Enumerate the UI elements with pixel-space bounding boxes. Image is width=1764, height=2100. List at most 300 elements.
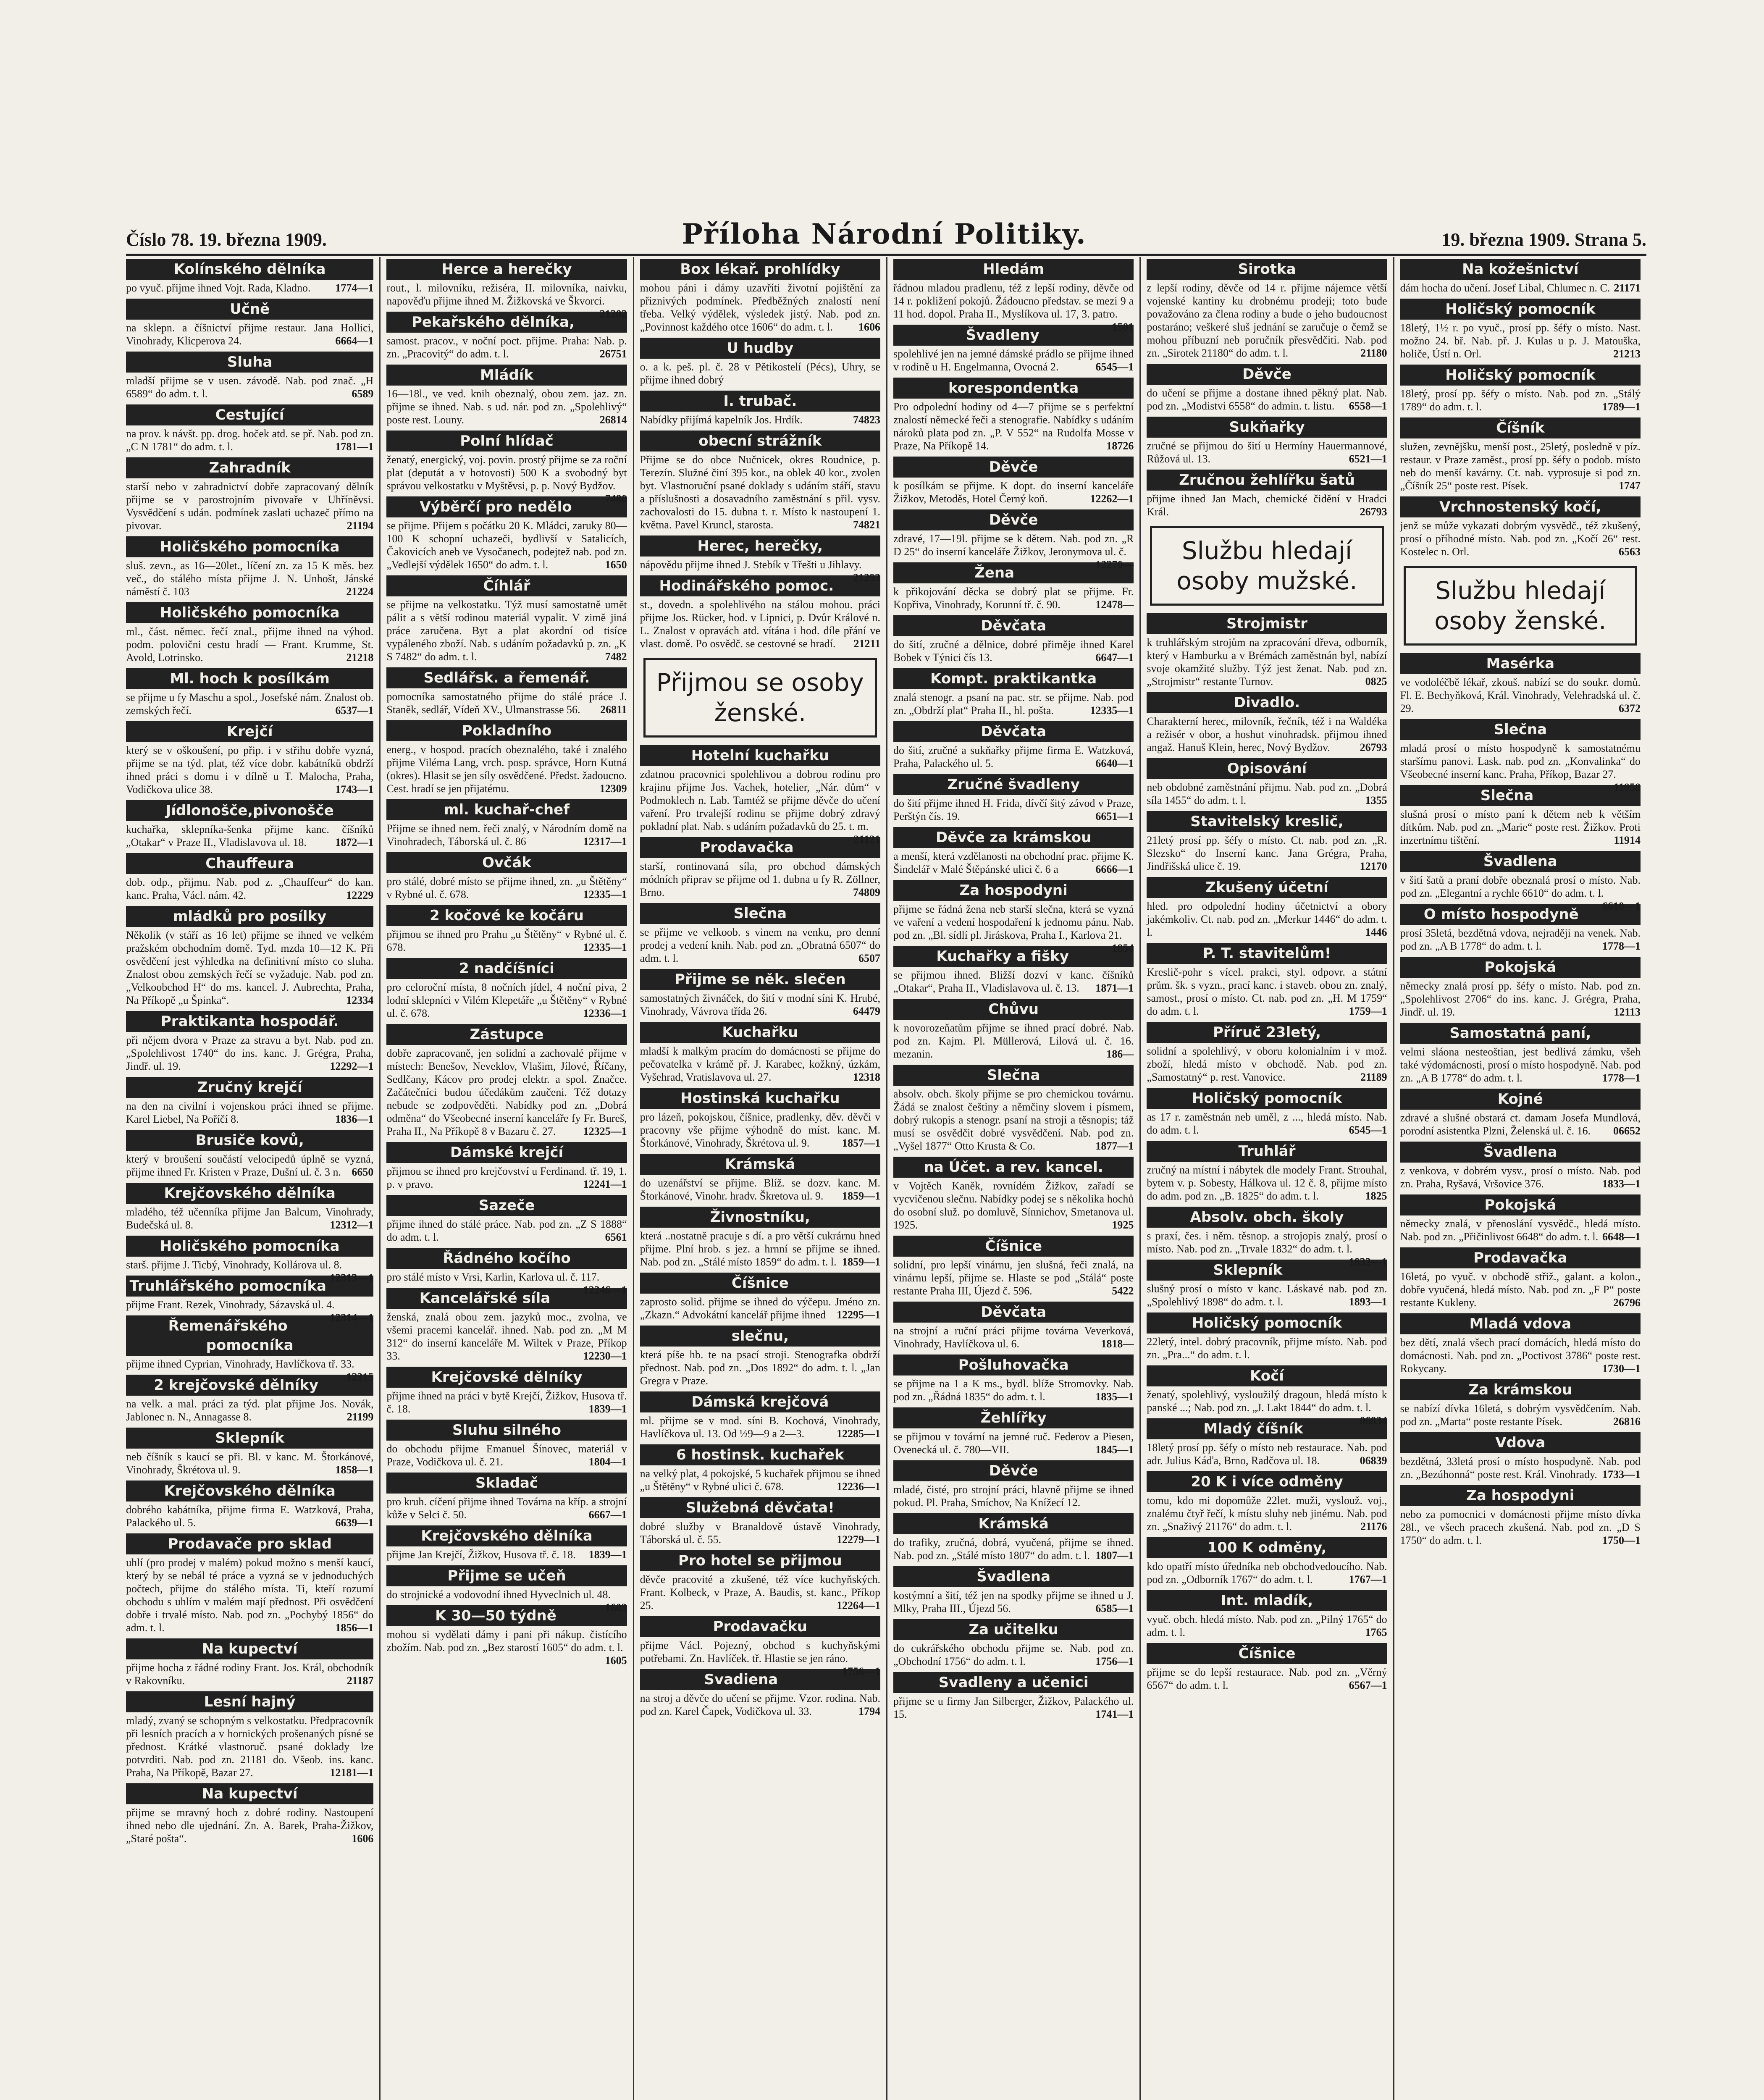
ad-heading: Slečna <box>1400 785 1641 806</box>
ad-number: 12317—1 <box>583 835 627 848</box>
ad-heading: I. trubač. <box>640 391 880 412</box>
classified-ad <box>386 365 627 426</box>
classified-ad <box>1147 1643 1387 1692</box>
ad-number: 26816 <box>1613 1415 1641 1428</box>
ad-text: do strojnické a vodovodní ihned Hyveclnich ul. 48. 1603 <box>386 1588 627 1614</box>
ad-heading: Pokladního <box>386 720 627 741</box>
ad-number: 12285—1 <box>836 1428 880 1440</box>
ad-text: nápovědu přijme ihned J. Stebík v Třešti u Jihlavy. 21293 <box>640 559 880 584</box>
ad-text: se přijme. Přijem s počátku 20 K. Mládci, zaruky 80—100 K schopní uchazeči, bydlivší v Satalicích, Čakovicích aneb ve Vysočanech, podejtež nab. pod zn. „Vedlejší výdělek 1650“ do adm. t. l. 1650 <box>386 520 627 571</box>
ad-heading: Na kožešnictví <box>1400 259 1641 280</box>
ad-heading: Svadleny a učenici <box>893 1672 1134 1693</box>
ad-heading: Kancelářské síla <box>386 1288 627 1309</box>
classified-ad <box>640 536 880 584</box>
ad-number: 1857—1 <box>842 1137 880 1149</box>
ad-number: 6647—1 <box>1095 651 1134 664</box>
classified-ad <box>640 1154 880 1202</box>
classified-ad <box>893 1302 1134 1350</box>
ad-heading: Holičského pomocníka <box>126 1236 373 1257</box>
ad-heading: Opisování <box>1147 758 1387 779</box>
ad-text: dobře zapracovaně, jen solidní a zachovalé přijme v místech: Benešov, Neveklov, Vlašim, Jílové, Říčany, Sedlčany, Kácov pro prodej elektr. a spol. Značce. Začátečníci budou účedákům zaučeni. Též dotazy nebude se zodpověděti. Nabídky pod zn. „Dobrá odměna“ do Všeobecné inserní kanceláře fy Fr. Bureš, Praha II., Na Příkopě 8 v Bazaru č. 27. 12325—1 <box>386 1047 627 1137</box>
ad-heading: Krámská <box>893 1513 1134 1534</box>
classified-ad <box>1400 653 1641 715</box>
ad-number: 12336—1 <box>583 1007 627 1019</box>
ad-text: mladý, zvaný se schopným s velkostatku. Předpracovník při lesních pracích a v hornických prošenaných písné se přednost. Krátké vlastnoruč. psané doklady lze potvrditi. Nab. pod zn. 21181 do. Všeob. ins. kanc. Praha, Na Příkopě, Bazar 27. 12181—1 <box>126 1714 374 1779</box>
classified-ad <box>1147 811 1387 873</box>
classified-ad <box>893 1619 1134 1668</box>
ad-number: 21171 <box>1614 282 1641 294</box>
ad-number: 6545—1 <box>1349 1124 1387 1136</box>
ad-text: ženská, znalá obou zem. jazyků moc., zvolna, ve všemi pracemi kancelář. ihned. Nab. pod zn. „M M 312“ do inserní kanceláře M. Wiltek v Praze, Příkop 33. 12230—1 <box>386 1311 627 1362</box>
ad-text: solidní a spolehlivý, v oboru kolonialním i v mož. zboží, hledá místo v obchodě. Nab. pod zn. „Samostatný“ p. rest. Vanovice. 21189 <box>1147 1045 1387 1083</box>
ad-text: při nějem dvora v Praze za stravu a byt. Nab. pod zn. „Spolehlivost 1740“ do ins. kanc. J. Grégra, Praha, Jindř. ul. 19. 12292—1 <box>126 1034 374 1072</box>
ad-heading: Švadlena <box>893 1566 1134 1587</box>
ad-heading: Box lékař. prohlídky <box>640 259 880 280</box>
ad-text: k truhlářským strojům na zpracování dřeva, odborník, který v Hamburku a v Brémách zaměstnán byl, nabízí svoje okamžité služby. Týž jest ženat. Nab. pod zn. „Strojmistr“ restante Turnov. 0825 <box>1147 636 1387 688</box>
ad-text: pro kruh. cíčení přijme ihned Továrna na kříp. a strojní kůže v Selci č. 50. 6667—1 <box>386 1496 627 1521</box>
ad-text: kuchařka, sklepníka-šenka přijme kanc. číšníků „Otakar“ v Praze II., Vladislavova ul. 18. 1872—1 <box>126 823 374 848</box>
classified-ad <box>893 259 1134 333</box>
ad-text: dobrého kabátníka, přijme firma E. Watzková, Praha, Palackého ul. 5. 6639—1 <box>126 1504 374 1529</box>
ad-heading: 2 nadčíšníci <box>386 958 627 979</box>
ad-number: 5422 <box>1112 1285 1134 1297</box>
ad-heading: Pokojská <box>1400 1194 1641 1215</box>
ad-heading: Děvčata <box>893 1302 1134 1323</box>
classified-ad <box>1400 299 1641 360</box>
ad-number: 21176 <box>1360 1520 1387 1533</box>
ad-number: 0825 <box>1365 675 1387 688</box>
ad-number: 12318 <box>853 1071 880 1083</box>
classified-ad <box>1400 259 1641 294</box>
ad-text: přijme Frant. Rezek, Vinohrady, Sázavská ul. 4. 12314—1 <box>126 1299 374 1324</box>
ad-number: 1854 <box>1112 942 1134 954</box>
ad-number: 21218 <box>346 651 374 664</box>
classified-ad <box>893 325 1134 373</box>
ad-heading: Skladač <box>386 1473 627 1494</box>
ad-text: na velk. a mal. práci za týd. plat přijme Jos. Novák, Jablonec n. N., Annagasse 8. 21199 <box>126 1398 374 1423</box>
classified-ad <box>1400 1247 1641 1309</box>
classified-ad <box>893 1513 1134 1562</box>
ad-number: 1774—1 <box>335 282 374 294</box>
ad-number: 1756—1 <box>842 1665 880 1677</box>
ad-number: 1872—1 <box>335 836 374 848</box>
ad-heading: Holičský pomocník <box>1400 365 1641 386</box>
classified-ad <box>386 1248 627 1296</box>
ad-text: zručné se přijmou do šití u Hermíny Hauermannové, Růžová ul. 13. 6521—1 <box>1147 440 1387 465</box>
classified-ad <box>386 1605 627 1667</box>
ad-text: Charakterní herec, milovník, řečník, též i na Waldéka a režisér v obor, a hoshut vinohradsk. přijmou ihned angaž. Hanuš Klein, herec, Nový Bydžov. 26793 <box>1147 715 1387 753</box>
ad-heading: Švadleny <box>893 325 1134 346</box>
ad-heading: O místo hospodyně <box>1400 904 1641 925</box>
ad-text: pro celoroční místa, 8 nočních jídel, 4 noční piva, 2 lodní sklepníci v Vilém Klepetáře „u Štětěny“ v Rybné ul. č. 678. 12336—1 <box>386 981 627 1019</box>
ad-text: spolehlivé jen na jemné dámské prádlo se přijme ihned v rodině u H. Engelmanna, Ovocná 2. 6545—1 <box>893 348 1134 373</box>
column-4 <box>886 257 1139 2100</box>
ad-number: 6667—1 <box>588 1509 627 1521</box>
ad-heading: korespondentka <box>893 378 1134 399</box>
classified-ad <box>1400 719 1641 793</box>
classified-ad <box>1147 1141 1387 1202</box>
ad-number: 12241—1 <box>583 1178 627 1190</box>
ad-number: 12325—1 <box>583 1125 627 1137</box>
ad-heading: Živnostníku, <box>640 1207 880 1228</box>
classified-ad <box>1400 1313 1641 1375</box>
ad-heading: Číšník <box>1400 417 1641 438</box>
ad-number: 1835—1 <box>1095 1391 1134 1403</box>
classified-ad <box>640 745 880 845</box>
ad-heading: Na kupectví <box>126 1638 373 1659</box>
ad-number: 74821 <box>853 519 880 531</box>
ad-heading: Na kupectví <box>126 1783 373 1804</box>
page-number: 19. března 1909. Strana 5. <box>1441 229 1646 250</box>
ad-text: 18letý, 1½ r. po vyuč., prosí pp. šéfy o místo. Nast. možno 24. bř. Nab. př. J. Kulas u p. J. Matouška, holiče, Ústí n. Orl. 21213 <box>1400 322 1641 360</box>
ad-heading: U hudby <box>640 338 880 359</box>
ad-text: do šití přijme ihned H. Frida, dívčí šitý závod v Praze, Perštýn čís. 19. 6651—1 <box>893 797 1134 822</box>
ad-heading: Sklepník <box>1147 1260 1387 1281</box>
ad-number: 06652 <box>1613 1125 1641 1137</box>
ad-number: 6610—1 <box>1602 900 1641 912</box>
ad-number: 6545—1 <box>1095 361 1134 373</box>
classified-ad <box>126 721 373 796</box>
classified-ad <box>893 999 1134 1060</box>
classified-ad <box>386 667 627 716</box>
ad-heading: Kuchařky a fišky <box>893 946 1134 967</box>
classified-ad <box>640 903 880 965</box>
ad-text: se přijme u fy Maschu a spol., Josefské nám. Znalost ob. zemských řečí. 6537—1 <box>126 691 374 717</box>
classified-ad <box>126 404 373 453</box>
issue-date: Číslo 78. 19. března 1909. <box>126 229 327 250</box>
ad-number: 12314—1 <box>330 1312 374 1324</box>
classified-ad <box>126 1375 373 1423</box>
ad-heading: Švadlena <box>1400 851 1641 872</box>
ad-number: 12246—1 <box>583 1284 627 1296</box>
column-6 <box>1393 257 1646 2100</box>
ad-number: 1733—1 <box>1602 1468 1641 1480</box>
classified-ad <box>1147 470 1387 518</box>
ad-text: a menší, která vzdělanosti na obchodní prac. přijme K. Šindelář v Malé Štěpánské ulici č. 6 a 6666—1 <box>893 850 1134 875</box>
classified-ad <box>640 1391 880 1440</box>
ad-heading: Kočí <box>1147 1365 1387 1386</box>
ad-text: bezdětná, 33letá prosí o místo hospodyně. Nab. pod zn. „Bezúhonná“ poste rest. Král. Vinohrady. 1733—1 <box>1400 1455 1641 1480</box>
ad-number: 1859—1 <box>842 1256 880 1268</box>
ad-text: kdo opatří místo úředníka neb obchodvedoucího. Nab. pod zn. „Odborník 1767“ do adm. t. l. 1767—1 <box>1147 1560 1387 1586</box>
ad-text: z venkova, v dobrém vysv., prosí o místo. Nab. pod zn. Praha, Ryšavá, Vršovice 376. 1833—1 <box>1400 1165 1641 1190</box>
ad-text: tomu, kdo mi dopomůže 22let. muži, vyslouž. voj., znalému čtyř řečí, k místu sluhy neb jinému. Nab. pod zn. „Snaživý 21176“ do adm. t. l. 21176 <box>1147 1494 1387 1533</box>
ad-heading: Sukňařky <box>1147 417 1387 438</box>
section-banner: Službu hledají osoby ženské. <box>1404 566 1637 646</box>
classified-ad <box>893 1065 1134 1152</box>
ad-heading: mládků pro posílky <box>126 906 373 927</box>
ad-heading: Chauffeura <box>126 853 373 874</box>
ad-text: s praxí, čes. i něm. těsnop. a strojopis znalý, prosí o místo. Nab. pod zn. „Trvale 1832“ do adm. t. l. 1832—1 <box>1147 1230 1387 1268</box>
ad-text: služen, zevnějšku, menší post., 25letý, posledně v píz. restaur. v Praze zaměst., prosí pp. šéfy o podob. místo neb do menší kavárny. Ct. nab. vyprosuje si pod zn. „Číšník 25“ poste rest. Písek. 1747 <box>1400 441 1641 492</box>
ad-heading: Pekařského dělníka, <box>386 312 627 333</box>
ad-number: 12230—1 <box>583 1350 627 1362</box>
section-banner: Přijmou se osoby ženské. <box>643 658 877 738</box>
ad-number: 1741—1 <box>1095 1708 1134 1720</box>
classified-ad <box>1400 1485 1641 1547</box>
ad-number: 1778—1 <box>1602 1072 1641 1084</box>
ad-heading: Zkušený účetní <box>1147 877 1387 898</box>
ad-number: 1836—1 <box>335 1113 374 1125</box>
ad-number: 74823 <box>853 414 880 426</box>
classified-ad <box>893 1407 1134 1456</box>
ad-heading: Divadlo. <box>1147 692 1387 713</box>
ad-text: mladá prosí o místo hospodyně k samostatnému staršímu panovi. Lask. nab. pod zn. „Konvalinka“ do Všeobecné inserní kanc. Praha, Příkop, Bazar 27. 11958 <box>1400 742 1641 793</box>
classified-ad <box>126 1480 373 1529</box>
ad-number: 1750—1 <box>1602 1534 1641 1546</box>
classified-ad <box>1147 692 1387 754</box>
ad-heading: Učně <box>126 299 373 320</box>
ad-number: 26793 <box>1360 506 1387 518</box>
ad-text: pro lázeň, pokojskou, číšnice, pradlenky, děv. děvči v pracovny vše přijme výhodně do míst. kanc. M. Štorkánové, Vinohrady, Škrétova ul. 9. 1857—1 <box>640 1111 880 1149</box>
ad-number: 1778—1 <box>1602 940 1641 952</box>
ad-heading: Kojné <box>1400 1089 1641 1110</box>
classified-ad <box>1400 1089 1641 1137</box>
ad-number: 21194 <box>346 520 374 532</box>
ad-text: znalá stenogr. a psaní na pac. str. se přijme. Nab. pod zn. „Obdrží plat“ Praha II., hl. pošta. 12335—1 <box>893 691 1134 717</box>
ad-number: 06834 <box>1360 1415 1387 1427</box>
ad-number: 12309 <box>599 782 627 795</box>
ad-heading: Sluha <box>126 352 373 373</box>
classified-ad <box>386 905 627 954</box>
ad-text: zaprosto solid. přijme se ihned do výčepu. Jméno zn. „Zkazn.“ Advokátní kancelář přijme ihned 12295—1 <box>640 1296 880 1321</box>
ad-text: do obchodu přijme Emanuel Šínovec, materiál v Praze, Vodičkova ul. č. 21. 1804—1 <box>386 1443 627 1468</box>
ad-number: 1877—1 <box>1095 1140 1134 1152</box>
ad-text: na stroj a děvče do učení se přijme. Vzor. rodina. Nab. pod zn. Karel Čapek, Vodičkova ul. 33. 1794 <box>640 1692 880 1717</box>
classified-ad <box>386 1288 627 1362</box>
ad-heading: P. T. stavitelům! <box>1147 943 1387 964</box>
ad-number: 1781—1 <box>335 441 374 453</box>
ad-number: 1603 <box>605 1601 627 1614</box>
ad-heading: Dámská krejčová <box>640 1391 880 1412</box>
ad-number: 186— <box>1106 1048 1134 1060</box>
ad-text: uhlí (pro prodej v malém) pokud možno s menší kaucí, který by se nebál té práce a vyzná se v jednoduchých počtech, přijme do stálého místa. Ti, kteří rozumí obchodu s uhlím v malém mají přednost. Při osvědčení dobře i trvalé místo. Nab. pod zn. „Pochybý 1856“ do adm. t. l. 1856—1 <box>126 1557 374 1634</box>
ad-text: ml., část. němec. řečí znal., přijme ihned na výhod. podm. polovični cestu hradí — Frant. Krumme, St. Avold, Lotrinsko. 21218 <box>126 625 374 664</box>
ad-text: Přijme se ihned nem. řeči znalý, v Národním domě na Vinohradech, Táborská ul. č. 86 12317—1 <box>386 822 627 848</box>
classified-ad <box>1400 417 1641 492</box>
ad-text: st., dovedn. a spolehlivého na stálou mohou. práci přijme Jos. Rücker, hod. v Lipnici, p. Dvůr Králové n. L. Znalost v opravách atd. vítána i hod. díle přání ve vlast. domě. Po osvědč. se cestovné se hradí. 21211 <box>640 598 880 650</box>
ad-text: německy znalá, v přenoslání vysvědč., hledá místo. Nab. pod zn. „Přičinlivost 6648“ do adm. t. l. 6648—1 <box>1400 1218 1641 1243</box>
classified-ad <box>640 1616 880 1677</box>
ad-text: bez dětí, znalá všech prací domácích, hledá místo do domácnosti. Nab. pod zn. „Poctivost 3786“ poste rest. Rokycany. 1730—1 <box>1400 1336 1641 1375</box>
ad-number: 26751 <box>599 348 627 360</box>
ad-number: 1794 <box>858 1705 880 1717</box>
classified-ad <box>1400 1379 1641 1428</box>
classified-ad <box>1147 758 1387 807</box>
classified-ad <box>893 668 1134 717</box>
classified-ad <box>893 827 1134 876</box>
classified-columns <box>126 257 1646 2100</box>
ad-heading: Za hospodyni <box>1400 1485 1641 1506</box>
classified-ad <box>126 259 373 294</box>
ad-heading: Děvče <box>893 509 1134 530</box>
ad-heading: Za hospodyni <box>893 880 1134 901</box>
ad-number: 1839—1 <box>588 1549 627 1561</box>
ad-heading: Ml. hoch k posílkám <box>126 668 373 689</box>
ad-number: 74809 <box>853 886 880 898</box>
ad-heading: Mladý číšník <box>1147 1418 1387 1439</box>
ad-number: 1858—1 <box>335 1464 374 1476</box>
ad-text: přijme ihned Jan Mach, chemické čidění v Hradci Král. 26793 <box>1147 493 1387 518</box>
ad-text: v šití šatů a praní dobře obeznalá prosí o místo. Nab. pod zn. „Elegantní a rychle 6610“ do adm. t. l. 6610—1 <box>1400 874 1641 912</box>
classified-ad <box>1400 1194 1641 1243</box>
ad-heading: Slečna <box>1400 719 1641 740</box>
ad-number: 1767—1 <box>1349 1573 1387 1586</box>
classified-ad <box>386 430 627 505</box>
ad-text: absolv. obch. školy přijme se pro chemickou továrnu. Žádá se znalost češtiny a němčiny slovem i písmem, dobrý rukopis a stenogr. psaní na stroji a těsnopis; táž musí se osvědčit dobré vysvědčení. Nab. pod zn. „Vyšel 1877“ Otto Krusta & Co. 1877—1 <box>893 1088 1134 1152</box>
classified-ad <box>126 1077 373 1126</box>
classified-ad <box>893 1566 1134 1615</box>
classified-ad <box>893 509 1134 571</box>
ad-text: po vyuč. přijme ihned Vojt. Rada, Kladno. 1774—1 <box>126 282 374 294</box>
ad-heading: Číhlář <box>386 575 627 596</box>
ad-text: přijme hocha z řádné rodiny Frant. Jos. Král, obchodník v Rakovníku. 21187 <box>126 1662 374 1687</box>
ad-text: ženatý, energický, voj. povin. prostý přijme se za roční plat (deputát a v hotovosti) 500 K a svobodný byt správou velkostatku v Myštěvsi, p. p. Nový Bydžov. 7480 <box>386 454 627 505</box>
ad-text: o. a k. peš. pl. č. 28 v Pětikostelí (Pécs), Uhry, se přijme ihned dobrý <box>640 361 880 386</box>
classified-ad <box>126 457 373 532</box>
column-3 <box>633 257 886 2100</box>
ad-number: 1893—1 <box>1349 1296 1387 1308</box>
ad-number: 12335—1 <box>583 941 627 953</box>
ad-text: do trafiky, zručná, dobrá, vyučená, přijme se ihned. Nab. pod zn. „Stálé místo 1807“ do adm. t. l. 1807—1 <box>893 1536 1134 1562</box>
ad-text: se nabízí dívka 16letá, s dobrým vysvědčením. Nab. pod zn. „Marta“ poste restante Písek. 26816 <box>1400 1402 1641 1428</box>
ad-text: na velký plat, 4 pokojské, 5 kuchařek přijmou se ihned „u Štětěny“ v Rybné ulici č. 678. 12236—1 <box>640 1467 880 1493</box>
ad-number: 12262—1 <box>1090 493 1134 505</box>
ad-number: 21187 <box>346 1675 374 1687</box>
column-2 <box>379 257 633 2100</box>
ad-heading: Holičský pomocník <box>1147 1088 1387 1109</box>
ad-heading: 20 K i více odměny <box>1147 1471 1387 1492</box>
ad-heading: Kuchařku <box>640 1022 880 1043</box>
ad-text: děvče pracovité a zkušené, též více kuchyňských. Frant. Kolbeck, v Praze, A. Baudis, st. kanc., Příkop 25. 12264—1 <box>640 1573 880 1612</box>
classified-ad <box>126 1691 373 1779</box>
ad-heading: Švadlena <box>1400 1142 1641 1163</box>
ad-text: se přijmou ihned. Bližší dozví v kanc. číšníků „Otakar“, Praha II., Vladislavova ul. č. 13. 1871—1 <box>893 969 1134 994</box>
ad-number: 26796 <box>1613 1297 1641 1309</box>
ad-number: 1606 <box>352 1832 374 1845</box>
classified-ad <box>1400 365 1641 413</box>
classified-ad <box>386 575 627 663</box>
ad-number: 1501 <box>1112 321 1134 333</box>
classified-ad <box>1147 1088 1387 1137</box>
classified-ad <box>386 1367 627 1415</box>
ad-text: na den na civilní i vojenskou práci ihned se přijme. Karel Liebel, Na Poříčí 8. 1836—1 <box>126 1100 374 1125</box>
ad-heading: Žehlířky <box>893 1407 1134 1428</box>
classified-ad <box>1147 364 1387 412</box>
ad-number: 21224 <box>346 585 374 598</box>
ad-text: do učení se přijme a dostane ihned pěkný plat. Nab. pod zn. „Modistvi 6558“ do admin. t. listu. 6558—1 <box>1147 387 1387 412</box>
ad-number: 6507 <box>858 952 880 964</box>
ad-number: 21199 <box>346 1411 374 1423</box>
classified-ad <box>1147 1537 1387 1586</box>
ad-number: 21293 <box>853 572 880 584</box>
classified-ad <box>640 1497 880 1546</box>
ad-number: 6567—1 <box>1349 1679 1387 1691</box>
ad-text: 22letý, intel. dobrý pracovník, přijme místo. Nab. pod zn. „Pra...“ do adm. t. l. <box>1147 1336 1387 1361</box>
classified-ad <box>386 1195 627 1244</box>
ad-text: z lepší rodiny, děvče od 14 r. přijme nájemce větší vojenské kantiny ku drobnému prodeji; toto bude považováno za člena rodiny a bude o jeho budoucnost postaráno; veškeré sluš jednání se zaručuje o čemž se mohou příbuzní neb poručník přesvědčiti. Nab. pod zn. „Sirotek 21180“ do adm. t. l. 21180 <box>1147 282 1387 359</box>
classified-ad <box>640 391 880 426</box>
ad-text: samostatných živnáček, do šití v modní síni K. Hrubé, Vinohrady, Vávrova třída 26. 64479 <box>640 992 880 1017</box>
ad-heading: Prodavačka <box>640 837 880 858</box>
ad-heading: Děvče <box>893 457 1134 478</box>
ad-text: slušná prosí o místo paní k dětem neb k větším dítkům. Nab. pod zn. „Marie“ poste rest. Žižkov. Proti inzertnímu tištění. 11914 <box>1400 808 1641 846</box>
ad-number: 1789—1 <box>1602 401 1641 413</box>
ad-number: 6563 <box>1618 546 1641 558</box>
ad-text: na prov. k návšt. pp. drog. hoček atd. se př. Nab. pod zn. „C N 1781“ do adm. t. l. 1781—1 <box>126 428 374 453</box>
ad-number: 1605 <box>605 1654 627 1667</box>
classified-ad <box>126 1428 373 1476</box>
ad-number: 1765 <box>1365 1626 1387 1638</box>
ad-text: Přijme se do obce Nučnicek, okres Roudnice, p. Terezín. Služné činí 395 kor., na oblek 40 kor., zvolen byt. Vlastnoruční psané doklady s udáním stáří, stavu a příslušnosti a dosavadního zaměstnání s přil. vysv. zachovalosti do 15. dubna t. r. Místo k nastoupení 1. května. Pavel Kruncl, starosta. 74821 <box>640 454 880 531</box>
ad-number: 12236—1 <box>836 1480 880 1493</box>
ad-heading: Holičský pomocník <box>1400 299 1641 320</box>
ad-number: 11914 <box>1614 834 1641 846</box>
classified-ad <box>1147 1207 1387 1268</box>
ad-heading: Žena <box>893 562 1134 583</box>
ad-heading: 2 krejčovské dělníky <box>126 1375 373 1396</box>
ad-heading: Sklepník <box>126 1428 373 1449</box>
ad-number: 1606 <box>858 321 880 333</box>
ad-heading: Sazeče <box>386 1195 627 1216</box>
ad-text: 18letý, prosí pp. šéfy o místo. Nab. pod zn. „Stálý 1789“ do adm. t. l. 1789—1 <box>1400 388 1641 413</box>
ad-text: mohou si vydělati dámy i pani při nákup. čistícího zbožím. Nab. pod zn. „Bez starostí 1605“ do adm. t. l. 1605 <box>386 1628 627 1667</box>
ad-number: 18726 <box>1106 440 1134 452</box>
ad-text: zručný na místní i nábytek dle modely Frant. Strouhal, bytem v. p. Sobesty, Hálkova ul. 12 č. 8, přijme místo do adm. pod zn. „B. 1825“ do adm. t. l. 1825 <box>1147 1164 1387 1202</box>
ad-text: do uzenářství se přijme. Blíž. se dozv. kanc. M. Štorkánové, Vinohr. hradv. Škretova ul. 9. 1859—1 <box>640 1177 880 1202</box>
ad-number: 64479 <box>853 1005 880 1017</box>
ad-text: přijmou se ihned pro krejčovství u Ferdinand. tř. 19, 1. p. v pravo. 12241—1 <box>386 1165 627 1190</box>
ad-heading: Mladá vdova <box>1400 1313 1641 1334</box>
classified-ad <box>126 906 373 1007</box>
ad-heading: Krámská <box>640 1154 880 1175</box>
ad-number: 1871—1 <box>1095 982 1134 994</box>
classified-ad <box>386 958 627 1020</box>
ad-text: řádnou mladou pradlenu, též z lepší rodiny, děvče od 14 r. pokližení pokojů. Žádoucno představ. se mezi 9 a 11 hod. dopol. Praha II., Myslíkova ul. 17, 3. patro. 1501 <box>893 282 1134 333</box>
ad-number: 6648—1 <box>1602 1231 1641 1243</box>
classified-ad <box>386 720 627 795</box>
ad-number: 12264—1 <box>836 1599 880 1612</box>
ad-number: 1833—1 <box>1602 1178 1641 1190</box>
ad-number: 6650 <box>352 1166 374 1178</box>
ad-heading: na Účet. a rev. kancel. <box>893 1157 1134 1178</box>
ad-text: starš. přijme J. Ticbý, Vinohrady, Kollárova ul. 8. 12313—1 <box>126 1259 374 1284</box>
classified-ad <box>126 352 373 400</box>
ad-heading: 2 kočové ke kočáru <box>386 905 627 926</box>
ad-number: 1759—1 <box>1349 1005 1387 1017</box>
ad-number: 21213 <box>1613 348 1641 360</box>
ad-heading: obecní strážník <box>640 430 880 452</box>
ad-heading: Lesní hajný <box>126 1691 373 1712</box>
ad-heading: Slečna <box>893 1065 1134 1086</box>
ad-number: 21211 <box>853 638 880 650</box>
classified-ad <box>1147 1590 1387 1639</box>
ad-heading: Zručný krejčí <box>126 1077 373 1098</box>
classified-ad <box>1400 785 1641 847</box>
classified-ad <box>640 575 880 650</box>
classified-ad <box>893 1460 1134 1509</box>
classified-ad <box>893 1157 1134 1231</box>
ad-number: 1859—1 <box>842 1190 880 1202</box>
ad-text: vyuč. obch. hledá místo. Nab. pod zn. „Pilný 1765“ do adm. t. l. 1765 <box>1147 1613 1387 1638</box>
ad-heading: Prodavačka <box>1400 1247 1641 1268</box>
ad-number: 26811 <box>600 704 627 716</box>
ad-text: 18letý prosí pp. šéfy o místo neb restaurace. Nab. pod adr. Julius Káďa, Brno, Radčova ul. 18. 06839 <box>1147 1441 1387 1467</box>
ad-text: solidní, pro lepší vinárnu, jen slušná, řeči znalá, na vinárnu lepší, přijme se. Hlaste se pod „Stálá“ poste restante Praha III, Újezd č. 596. 5422 <box>893 1259 1134 1297</box>
classified-ad <box>1147 1365 1387 1427</box>
classified-ad <box>386 1024 627 1138</box>
ad-heading: Zástupce <box>386 1024 627 1045</box>
